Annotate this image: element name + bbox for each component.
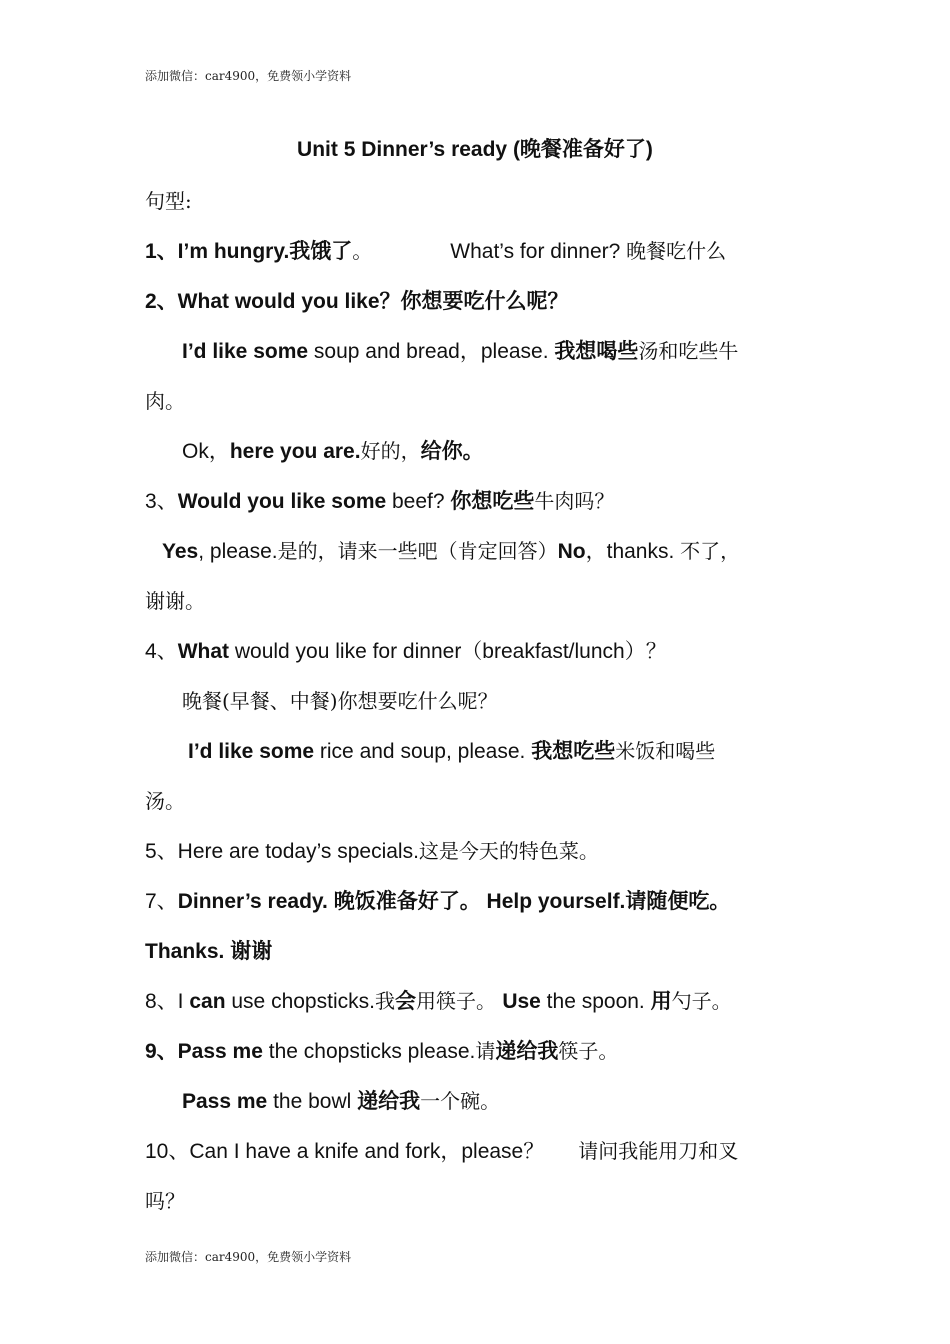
sentence-10: 10、Can I have a knife and fork，please？ 请问我能用刀和叉 <box>145 1139 739 1163</box>
sentence-1: 1、I’m hungry.我饿了。 What’s for dinner? 晚餐吃什么 <box>145 239 727 263</box>
sentence-9-bowl: Pass me the bowl 递给我一个碗。 <box>182 1089 501 1113</box>
sentence-7: 7、Dinner’s ready. 晚饭准备好了。 Help yourself.请随便吃。 <box>145 890 731 913</box>
sentence-2-reply: Ok，here you are.好的，给你。 <box>182 439 484 463</box>
sentence-4-translation: 晚餐(早餐、中餐)你想要吃什么呢？ <box>182 689 498 713</box>
sentence-4-answer-cont: 汤。 <box>145 789 185 813</box>
sentence-5: 5、Here are today’s specials.这是今天的特色菜。 <box>145 839 599 863</box>
sentence-8: 8、I can use chopsticks.我会用筷子。 Use the spoon. 用勺子。 <box>145 989 732 1013</box>
sentence-2-answer: I’d like some soup and bread，please. 我想喝些汤和吃些牛 <box>182 339 739 363</box>
sentence-2: 2、What would you like？你想要吃什么呢？ <box>145 290 569 313</box>
sentence-3-answers-cont: 谢谢。 <box>145 589 205 613</box>
sentence-3-answers: Yes, please.是的，请来一些吧（肯定回答）No，thanks. 不了， <box>162 539 741 563</box>
sentence-10-cont: 吗？ <box>145 1189 185 1213</box>
sentence-9: 9、Pass me the chopsticks please.请递给我筷子。 <box>145 1039 619 1063</box>
page-header: 添加微信：car4900，免费领小学资料 <box>145 69 352 83</box>
page-footer: 添加微信：car4900，免费领小学资料 <box>145 1250 352 1264</box>
sentence-4-answer: I’d like some rice and soup, please. 我想吃些米饭和喝些 <box>188 739 716 763</box>
page-title: Unit 5 Dinner’s ready (晚餐准备好了) <box>297 138 653 161</box>
sentence-3: 3、Would you like some beef? 你想吃些牛肉吗？ <box>145 489 615 513</box>
sentence-7-thanks: Thanks. 谢谢 <box>145 940 273 963</box>
section-label: 句型: <box>145 189 192 213</box>
sentence-4: 4、What would you like for dinner（breakfast/lunch）？ <box>145 640 667 663</box>
sentence-2-answer-cont: 肉。 <box>145 389 185 413</box>
